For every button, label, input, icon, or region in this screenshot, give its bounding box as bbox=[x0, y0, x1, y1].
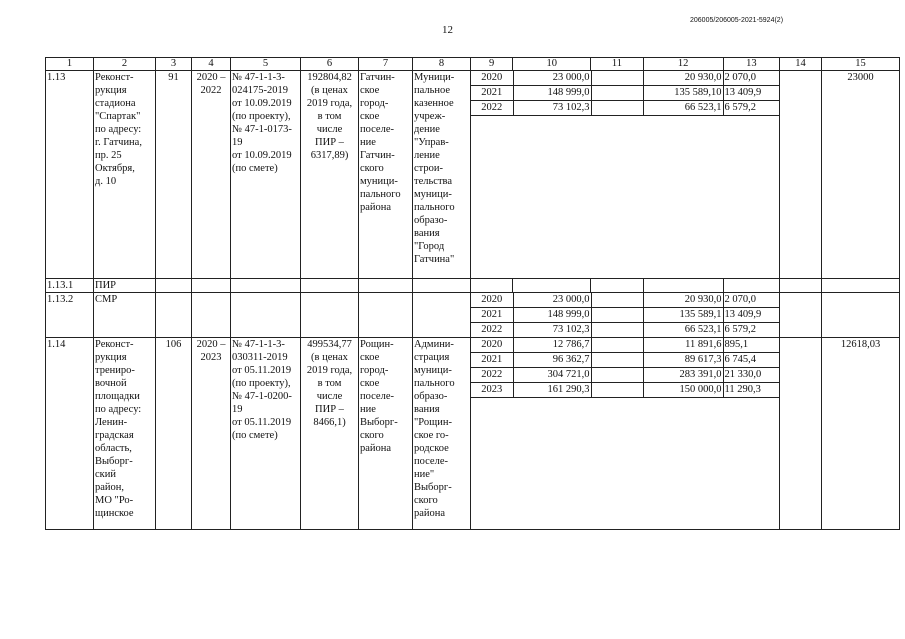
empty-cell bbox=[822, 279, 900, 293]
program-table bbox=[45, 57, 900, 530]
estimated-cost: 192804,82 (в ценах 2019 года, в том числе ПИР – 6317,89) bbox=[301, 71, 359, 279]
empty-cell bbox=[359, 279, 413, 293]
col-header-12: 12 bbox=[643, 58, 723, 71]
col-header-3: 3 bbox=[156, 58, 192, 71]
year-row bbox=[471, 353, 779, 368]
year-row bbox=[471, 101, 779, 116]
empty-cell bbox=[591, 308, 643, 323]
yearly-financing-table bbox=[471, 71, 779, 116]
year: 2020 bbox=[471, 71, 513, 86]
local-amount: 13 409,9 bbox=[723, 86, 779, 101]
object-name: Реконст- рукция стадиона "Спартак" по адресу: г. Гатчина, пр. 25 Октября, д. 10 bbox=[94, 71, 156, 279]
total-amount: 12 786,7 bbox=[513, 338, 591, 353]
col-header-5: 5 bbox=[231, 58, 301, 71]
col-header-14: 14 bbox=[780, 58, 822, 71]
object-name: ПИР bbox=[94, 279, 156, 293]
empty-cell bbox=[192, 293, 231, 338]
row-number: 1.13.1 bbox=[46, 279, 94, 293]
yearly-financing bbox=[471, 338, 780, 530]
year: 2020 bbox=[471, 293, 513, 308]
yearly-financing-table bbox=[471, 293, 779, 337]
local-amount: 895,1 bbox=[723, 338, 779, 353]
empty-cell bbox=[591, 368, 643, 383]
owner: Гатчин- ское город- ское поселе- ние Гатчин- ского муници- пального района bbox=[359, 71, 413, 279]
owner: Рощин- ское город- ское поселе- ние Выборг- ского района bbox=[359, 338, 413, 530]
capacity-total: 23000 bbox=[822, 71, 900, 279]
empty-cell bbox=[156, 293, 192, 338]
col-header-7: 7 bbox=[359, 58, 413, 71]
total-amount: 23 000,0 bbox=[513, 293, 591, 308]
yearly-financing-table bbox=[471, 338, 779, 398]
empty-cell bbox=[780, 279, 822, 293]
local-amount: 6 579,2 bbox=[724, 324, 756, 335]
col-header-6: 6 bbox=[301, 58, 359, 71]
empty-cell bbox=[301, 279, 359, 293]
capacity-value: 106 bbox=[156, 338, 192, 530]
empty-cell bbox=[413, 279, 471, 293]
year-row bbox=[471, 293, 779, 308]
capacity-total: 12618,03 bbox=[822, 338, 900, 530]
year-row bbox=[471, 308, 779, 323]
empty-cell bbox=[591, 86, 643, 101]
empty-cell bbox=[780, 293, 822, 338]
empty-cell bbox=[591, 71, 643, 86]
col-header-13: 13 bbox=[723, 58, 779, 71]
yearly-financing bbox=[471, 71, 780, 279]
local-amount: 13 409,9 bbox=[723, 308, 779, 323]
col-header-10: 10 bbox=[513, 58, 591, 71]
empty-cell bbox=[591, 279, 643, 293]
row-number: 1.14 bbox=[46, 338, 94, 530]
year: 2021 bbox=[471, 353, 513, 368]
total-amount: 161 290,3 bbox=[513, 383, 591, 398]
row-number: 1.13.2 bbox=[46, 293, 94, 338]
empty-cell bbox=[413, 293, 471, 338]
total-amount: 73 102,3 bbox=[513, 323, 591, 338]
expertise-docs: № 47-1-1-3- 030311-2019 от 05.11.2019 (по проекту), № 47-1-0200- 19 от 05.11.2019 (по смете) bbox=[231, 338, 301, 530]
empty-cell bbox=[591, 353, 643, 368]
page-number: 12 bbox=[442, 24, 453, 36]
empty-cell bbox=[591, 293, 643, 308]
customer: Муници- пальное казенное учреж- дение "Управ- ление строи- тельства муници- пального образо- вания "Город Гатчина" bbox=[413, 71, 471, 279]
regional-amount: 66 523,1 bbox=[643, 101, 723, 116]
period: 2020 – 2022 bbox=[192, 71, 231, 279]
year: 2022 bbox=[471, 368, 513, 383]
regional-amount: 89 617,3 bbox=[643, 353, 723, 368]
yearly-financing bbox=[471, 293, 780, 338]
empty-cell bbox=[513, 279, 591, 293]
col-14-cell bbox=[780, 71, 822, 279]
col-header-2: 2 bbox=[94, 58, 156, 71]
empty-cell bbox=[591, 323, 643, 338]
year: 2022 bbox=[471, 101, 513, 116]
empty-cell bbox=[591, 101, 643, 116]
col-header-15: 15 bbox=[822, 58, 900, 71]
regional-amount: 283 391,0 bbox=[643, 368, 723, 383]
local-amount: 6 745,4 bbox=[723, 353, 779, 368]
empty-cell bbox=[591, 383, 643, 398]
column-number-row bbox=[46, 58, 900, 71]
local-amount: 21 330,0 bbox=[723, 368, 779, 383]
regional-amount: 66 523,1 bbox=[643, 323, 723, 338]
regional-amount: 20 930,0 bbox=[643, 293, 723, 308]
empty-cell bbox=[822, 293, 900, 338]
total-amount: 73 102,3 bbox=[513, 101, 591, 116]
year-row bbox=[471, 368, 779, 383]
local-amount: 2 070,0 bbox=[723, 293, 779, 308]
empty-cell bbox=[156, 279, 192, 293]
year: 2020 bbox=[471, 338, 513, 353]
table-row-1-13 bbox=[46, 71, 900, 279]
empty-cell bbox=[231, 279, 301, 293]
empty-cell bbox=[192, 279, 231, 293]
year: 2023 bbox=[471, 383, 513, 398]
regional-amount: 150 000,0 bbox=[643, 383, 723, 398]
table-row-1-13-1 bbox=[46, 279, 900, 293]
year-row bbox=[471, 86, 779, 101]
empty-cell bbox=[231, 293, 301, 338]
empty-cell bbox=[359, 293, 413, 338]
object-name: СМР bbox=[94, 293, 156, 338]
local-amount: 6 579,2 bbox=[723, 101, 779, 116]
empty-cell bbox=[643, 279, 723, 293]
total-amount: 23 000,0 bbox=[513, 71, 591, 86]
regional-amount: 135 589,1 bbox=[643, 308, 723, 323]
object-name: Реконст- рукция трениро- вочной площадки по адресу: Ленин- градская область, Выборг- ский район, МО "Ро- щинское bbox=[94, 338, 156, 530]
regional-amount: 11 891,6 bbox=[643, 338, 723, 353]
empty-cell bbox=[301, 293, 359, 338]
year-row bbox=[471, 71, 779, 86]
year: 2022 bbox=[471, 323, 513, 338]
col-header-11: 11 bbox=[591, 58, 643, 71]
expertise-docs: № 47-1-1-3- 024175-2019 от 10.09.2019 (по проекту), № 47-1-0173- 19 от 10.09.2019 (по смете) bbox=[231, 71, 301, 279]
customer: Админи- страция муници- пального образо- вания "Рощин- ское го- родское поселе- ние" Выборг- ского района bbox=[413, 338, 471, 530]
year-row bbox=[471, 338, 779, 353]
empty-cell bbox=[591, 338, 643, 353]
estimated-cost: 499534,77 (в ценах 2019 года, в том числе ПИР – 8466,1) bbox=[301, 338, 359, 530]
period: 2020 – 2023 bbox=[192, 338, 231, 530]
total-amount: 148 999,0 bbox=[513, 86, 591, 101]
capacity-value: 91 bbox=[156, 71, 192, 279]
empty-cell bbox=[471, 279, 513, 293]
col-header-1: 1 bbox=[46, 58, 94, 71]
col-14-cell bbox=[780, 338, 822, 530]
total-amount: 304 721,0 bbox=[513, 368, 591, 383]
document-code: 206005/206005-2021-5924(2) bbox=[690, 17, 784, 24]
col-header-4: 4 bbox=[192, 58, 231, 71]
table-row-1-14 bbox=[46, 338, 900, 530]
empty-cell bbox=[723, 279, 779, 293]
total-amount: 96 362,7 bbox=[513, 353, 591, 368]
local-amount: 2 070,0 bbox=[723, 71, 779, 86]
local-amount: 11 290,3 bbox=[723, 383, 779, 398]
year-row bbox=[471, 323, 779, 338]
col-header-8: 8 bbox=[413, 58, 471, 71]
total-amount: 148 999,0 bbox=[513, 308, 591, 323]
year-row bbox=[471, 383, 779, 398]
regional-amount: 135 589,10 bbox=[643, 86, 723, 101]
year: 2021 bbox=[471, 86, 513, 101]
col-header-9: 9 bbox=[471, 58, 513, 71]
row-number: 1.13 bbox=[46, 71, 94, 279]
year: 2021 bbox=[471, 308, 513, 323]
table-row-1-13-2 bbox=[46, 293, 900, 338]
regional-amount: 20 930,0 bbox=[643, 71, 723, 86]
